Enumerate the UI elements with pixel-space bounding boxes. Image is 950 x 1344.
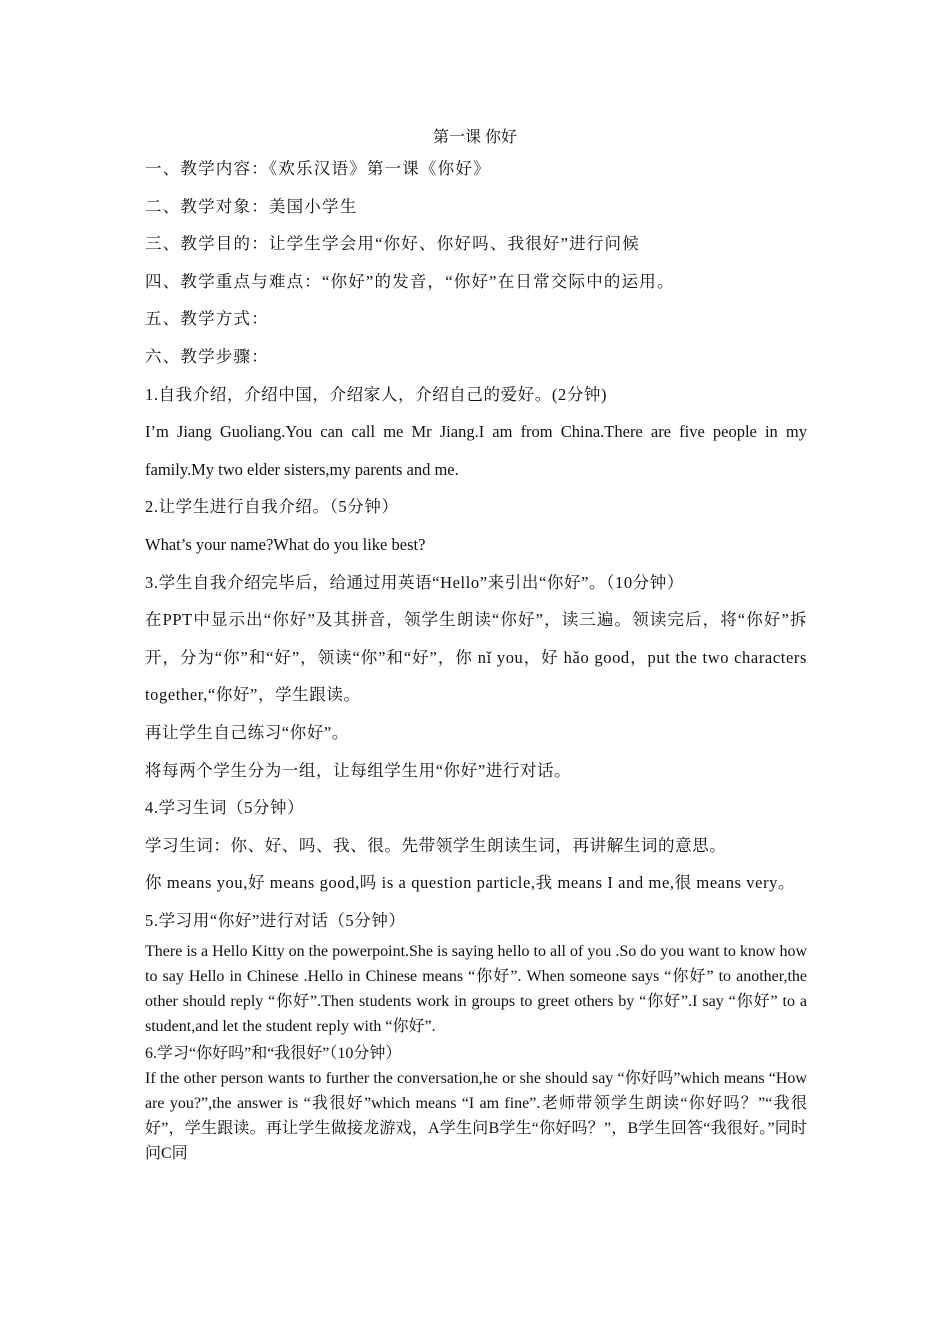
step5-heading: 5.学习用“你好”进行对话（5分钟） (145, 910, 406, 930)
section-goal: 三、教学目的：让学生学会用“你好、你好吗、我很好”进行问候 (145, 234, 640, 254)
step4-text2: 你 means you,好 means good,吗 is a question particle,我 means I and me,很 means very。 (145, 873, 796, 893)
step2-text: What’s your name?What do you like best? (145, 534, 426, 554)
step3-text3: 将每两个学生分为一组，让每组学生用“你好”进行对话。 (145, 760, 572, 780)
step6-heading: 6.学习“你好吗”和“我很好”（10分钟） (145, 1045, 402, 1063)
document-body (145, 150, 807, 1166)
step3-heading: 3.学生自我介绍完毕后，给通过用英语“Hello”来引出“你好”。（10分钟） (145, 572, 684, 592)
step3-text1: 在PPT中显示出“你好”及其拼音，领学生朗读“你好”，读三遍。领读完后，将“你好”拆开，分为“你”和“好”，领读“你”和“好”，你 nǐ you，好 hǎo good，put the two characters together,“你好”，学生跟读。 (145, 610, 807, 705)
section-method: 五、教学方式： (145, 309, 269, 329)
step1-heading: 1.自我介绍，介绍中国，介绍家人，介绍自己的爱好。(2分钟) (145, 384, 608, 404)
section-steps: 六、教学步骤： (145, 346, 269, 366)
step4-heading: 4.学习生词（5分钟） (145, 798, 305, 818)
step3-text2: 再让学生自己练习“你好”。 (145, 722, 349, 742)
section-audience: 二、教学对象：美国小学生 (145, 196, 358, 216)
lesson-title: 第一课 你好 (432, 129, 517, 146)
step1-text: I’m Jiang Guoliang.You can call me Mr Jiang.I am from China.There are five people in my family.My two elder sisters,my parents and me. (145, 422, 807, 479)
step6-text: If the other person wants to further the conversation,he or she should say “你好吗”which means “How are you?”,the answer is “我很好”which means “I am fine”.老师带领学生朗读“你好吗？”“我很好”，学生跟读。再让学生做接龙游戏，A学生问B学生“你好吗？”，B学生回答“我很好。”同时问C同 (145, 1070, 807, 1163)
step2-heading: 2.让学生进行自我介绍。（5分钟） (145, 497, 399, 517)
section-content: 一、教学内容：《欢乐汉语》第一课《你好》 (145, 159, 491, 178)
step4-text1: 学习生词：你、好、吗、我、很。先带领学生朗读生词，再讲解生词的意思。 (145, 835, 727, 855)
section-key-points: 四、教学重点与难点：“你好”的发音，“你好”在日常交际中的运用。 (145, 271, 675, 291)
step5-text: There is a Hello Kitty on the powerpoint.She is saying hello to all of you .So do you want to know how to say Hello in Chinese .Hello in Chinese means “你好”. When someone says “你好” to another,the other should reply “你好”.Then students work in groups to greet others by “你好”.I say “你好” to a student,and let the student reply with “你好”. (145, 943, 807, 1036)
